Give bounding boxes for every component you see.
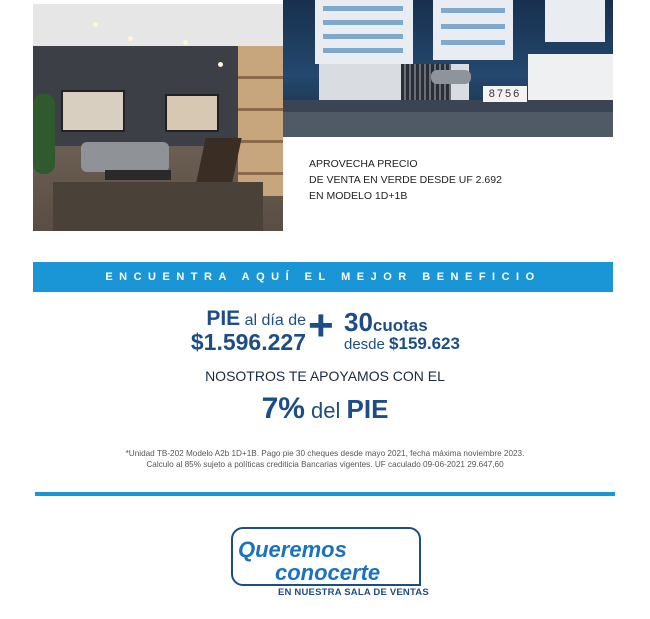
wall-art — [61, 90, 125, 132]
logo-line-2: conocerte — [275, 560, 381, 585]
rug — [53, 182, 263, 231]
percent-offer — [0, 392, 650, 426]
ceiling-light — [218, 62, 223, 67]
ceiling — [33, 4, 283, 46]
logo-subtitle: EN NUESTRA SALA DE VENTAS — [278, 587, 429, 598]
building — [545, 0, 605, 42]
exterior-photo — [283, 0, 613, 137]
cuotas-label: cuotas — [372, 316, 428, 335]
fine-print — [0, 448, 650, 470]
del-label: del — [304, 398, 347, 423]
promo-line-1: APROVECHA PRECIO — [309, 158, 418, 170]
promo-line-2: DE VENTA EN VERDE DESDE UF 2.692 — [309, 174, 502, 186]
benefit-banner: ENCUENTRA AQUÍ EL MEJOR BENEFICIO — [33, 262, 613, 292]
pie-offer — [174, 307, 306, 355]
cuota-amount: $159.623 — [389, 334, 460, 353]
percent-value: 7% — [261, 392, 305, 425]
coffee-table — [105, 170, 171, 180]
ceiling-light — [183, 40, 188, 45]
desde-label: desde — [344, 336, 390, 353]
support-text: NOSOTROS TE APOYAMOS CON EL — [205, 368, 445, 384]
pie-rest-label: al día de — [240, 312, 306, 329]
wall-art — [165, 94, 219, 132]
promo-text — [309, 156, 502, 204]
fine-print-line-1: *Unidad TB-202 Modelo A2b 1D+1B. Pago pie 30 cheques desde mayo 2021, fecha máxima noviembre 2023. — [125, 449, 525, 458]
road — [283, 112, 613, 137]
promo-line-3: EN MODELO 1D+1B — [309, 190, 408, 202]
plus-sign: + — [308, 301, 334, 350]
pie-label: PIE — [206, 307, 241, 330]
ceiling-light — [128, 36, 133, 41]
car — [431, 70, 471, 84]
sofa — [81, 142, 169, 172]
interior-photo — [33, 4, 283, 231]
building — [528, 54, 613, 104]
plant — [33, 94, 55, 174]
cuotas-count: 30 — [344, 307, 373, 337]
cuotas-offer — [344, 307, 474, 354]
ceiling-light — [93, 22, 98, 27]
pie-label-2: PIE — [346, 394, 389, 424]
logo-line-1: Queremos — [238, 537, 347, 562]
fine-print-line-2: Calculo al 85% sujeto a políticas crediticia Bancarias vigentes. UF caculado 09-06-2021 29.647,60 — [146, 460, 504, 469]
pie-amount: $1.596.227 — [190, 329, 306, 355]
wood-shelf — [238, 46, 283, 196]
divider — [35, 492, 615, 496]
butterfly-chair — [196, 138, 241, 182]
building-number: 8756 — [483, 86, 527, 102]
